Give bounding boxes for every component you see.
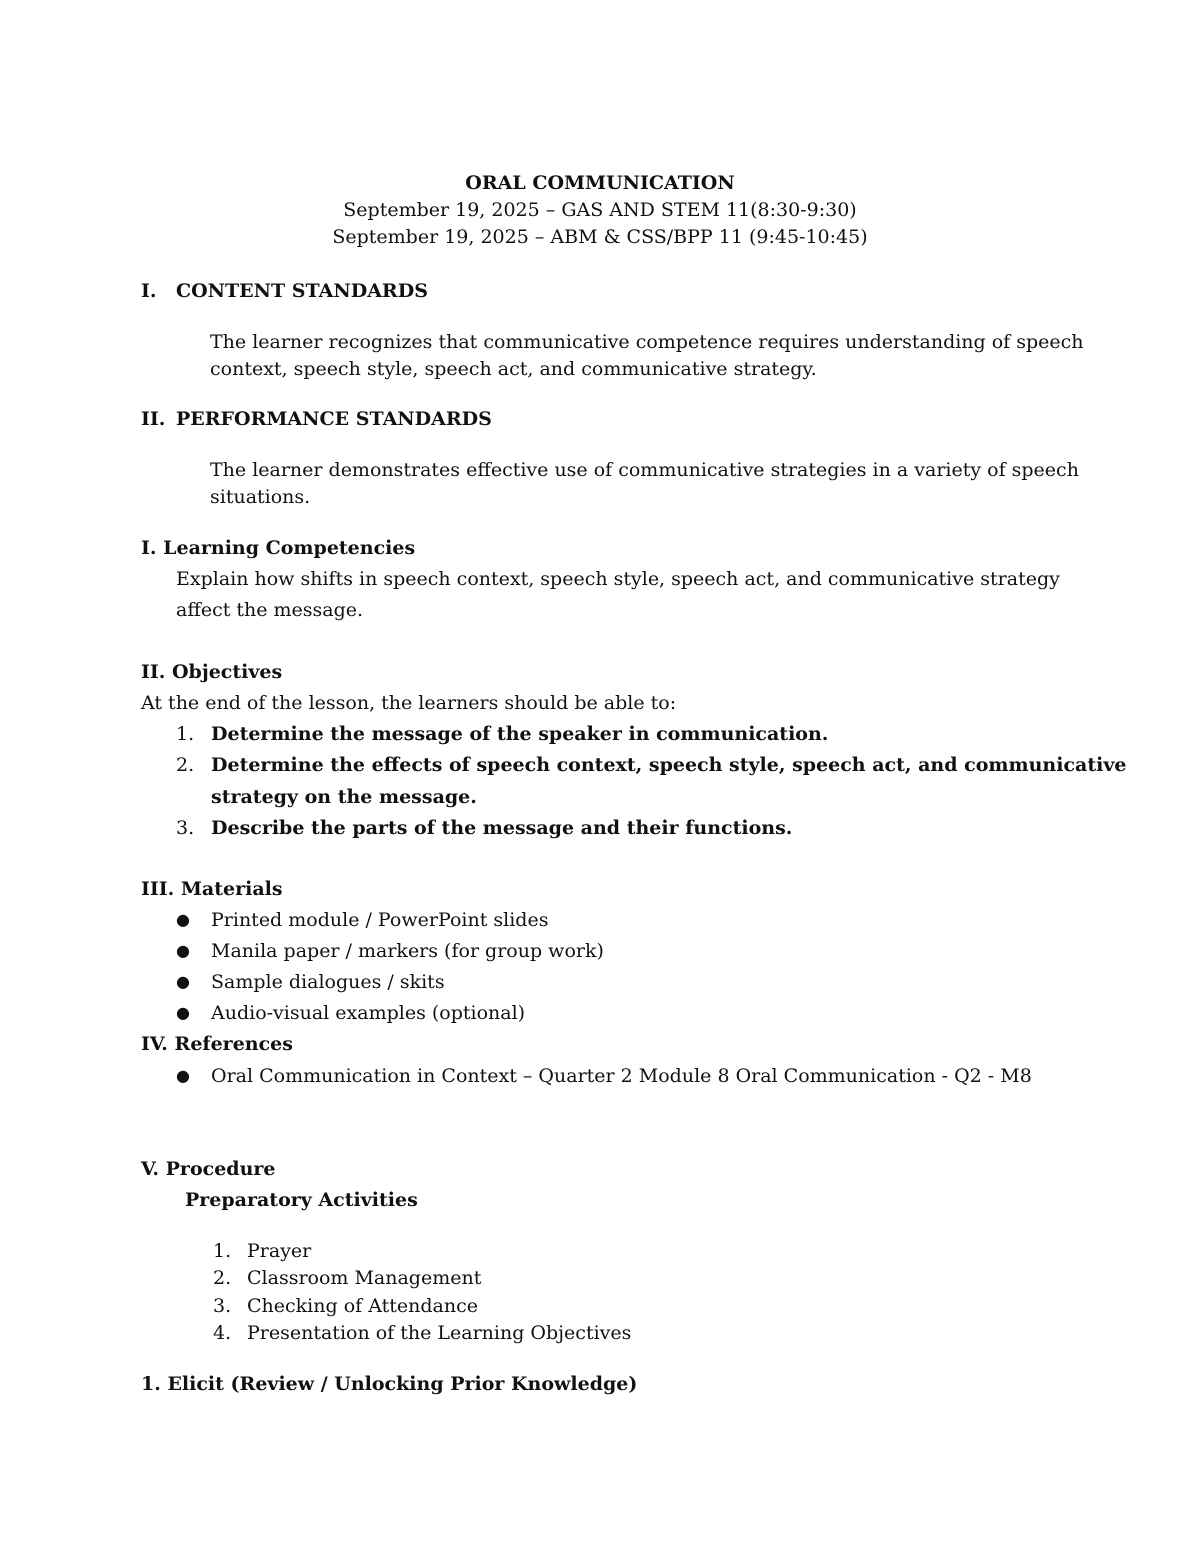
objectives-heading: II. Objectives: [141, 661, 283, 683]
learning-competencies-text-line-2: affect the message.: [176, 599, 364, 621]
procedure-heading: V. Procedure: [141, 1158, 276, 1180]
bullet-dot-icon: ●: [176, 972, 190, 991]
objective-number: 3.: [176, 817, 195, 839]
materials-item: Printed module / PowerPoint slides: [211, 909, 549, 931]
objectives-intro: At the end of the lesson, the learners should be able to:: [141, 692, 677, 714]
performance-standards-text-line-1: The learner demonstrates effective use of communicative strategies in a variety of speech: [210, 459, 1079, 481]
objective-item-1: Determine the message of the speaker in communication.: [211, 723, 829, 745]
performance-standards-number: II.: [141, 408, 166, 430]
materials-heading: III. Materials: [141, 878, 283, 900]
materials-item: Sample dialogues / skits: [211, 971, 445, 993]
performance-standards-text-line-2: situations.: [210, 486, 311, 508]
objective-number: 1.: [176, 723, 195, 745]
learning-competencies-heading: I. Learning Competencies: [141, 537, 416, 559]
elicit-heading: 1. Elicit (Review / Unlocking Prior Knowledge): [141, 1373, 638, 1395]
procedure-step-number: 3.: [213, 1295, 232, 1317]
procedure-step: Checking of Attendance: [247, 1295, 478, 1317]
document-title: ORAL COMMUNICATION: [465, 172, 735, 194]
procedure-step: Classroom Management: [247, 1267, 482, 1289]
learning-competencies-text-line-1: Explain how shifts in speech context, speech style, speech act, and communicative strategy: [176, 568, 1060, 590]
content-standards-text-line-1: The learner recognizes that communicative competence requires understanding of speech: [210, 331, 1084, 353]
procedure-step-number: 2.: [213, 1267, 232, 1289]
schedule-line-1: September 19, 2025 – GAS AND STEM 11(8:30-9:30): [343, 199, 857, 221]
bullet-dot-icon: ●: [176, 910, 190, 929]
procedure-step-number: 4.: [213, 1322, 232, 1344]
procedure-step: Prayer: [247, 1240, 312, 1262]
bullet-dot-icon: ●: [176, 941, 190, 960]
objective-item-3: Describe the parts of the message and their functions.: [211, 817, 793, 839]
schedule-line-2: September 19, 2025 – ABM & CSS/BPP 11 (9:45-10:45): [332, 226, 868, 248]
bullet-dot-icon: ●: [176, 1066, 190, 1085]
content-standards-number: I.: [141, 280, 157, 302]
objective-number: 2.: [176, 754, 195, 776]
materials-item: Manila paper / markers (for group work): [211, 940, 604, 962]
objective-item-2-line-2: strategy on the message.: [211, 786, 477, 808]
references-item: Oral Communication in Context – Quarter 2 Module 8 Oral Communication - Q2 - M8: [211, 1065, 1032, 1087]
objective-item-2-line-1: Determine the effects of speech context, speech style, speech act, and communicative: [211, 754, 1127, 776]
references-heading: IV. References: [141, 1033, 293, 1055]
bullet-dot-icon: ●: [176, 1003, 190, 1022]
procedure-step: Presentation of the Learning Objectives: [247, 1322, 632, 1344]
content-standards-text-line-2: context, speech style, speech act, and communicative strategy.: [210, 358, 817, 380]
materials-item: Audio-visual examples (optional): [211, 1002, 526, 1024]
preparatory-activities-heading: Preparatory Activities: [185, 1189, 418, 1211]
content-standards-heading: CONTENT STANDARDS: [176, 280, 428, 302]
performance-standards-heading: PERFORMANCE STANDARDS: [176, 408, 492, 430]
procedure-step-number: 1.: [213, 1240, 232, 1262]
